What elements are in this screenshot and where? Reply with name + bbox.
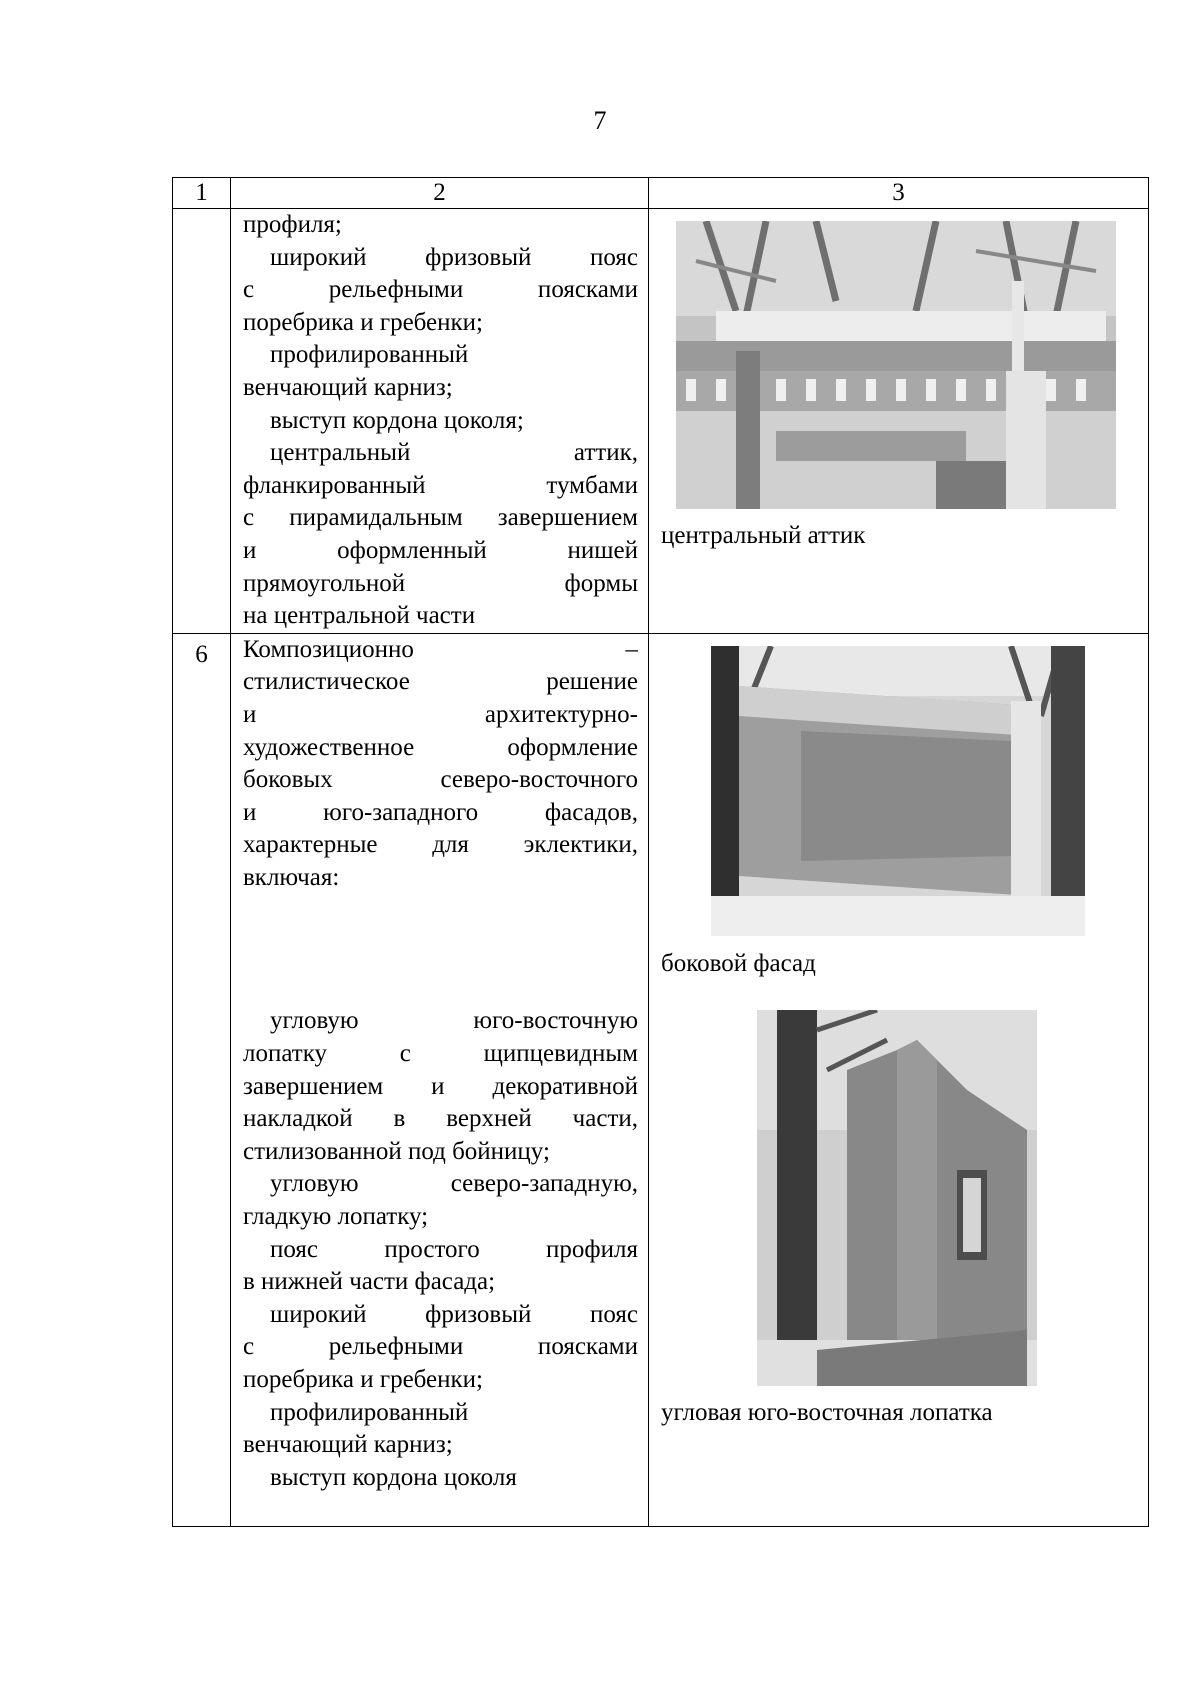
description-line: характерные для эклектики, (243, 831, 638, 859)
row-number (173, 209, 231, 634)
column-header-2: 2 (231, 178, 649, 209)
photo-caption: угловая юго-восточная лопатка (661, 1398, 993, 1426)
monument-features-table (172, 177, 1149, 1527)
table-row-continuation (173, 209, 1149, 634)
column-header-1: 1 (173, 178, 231, 209)
description-line: профиля; (243, 211, 342, 238)
description-line: венчающий карниз; (243, 373, 453, 401)
table-header-row (173, 178, 1149, 209)
description-line: и юго-западного фасадов, (243, 798, 638, 826)
description-line: поребрика и гребенки; (243, 1366, 484, 1393)
description-line: Композиционно – (243, 635, 638, 663)
description-line: фланкированный тумбами (243, 471, 638, 499)
description-line: угловую юго-восточную (270, 1007, 638, 1035)
corner-pilaster-photo (757, 1010, 1037, 1386)
photo-cell (649, 209, 1149, 634)
description-line: лопатку с щипцевидным (243, 1040, 638, 1068)
description-line: центральный аттик, (270, 439, 638, 467)
photo-caption: центральный аттик (661, 522, 866, 549)
description-line: гладкую лопатку; (243, 1203, 429, 1231)
description-line: профилированный (270, 341, 469, 369)
description-line: широкий фризовый пояс (270, 243, 638, 271)
description-line: художественное оформление (243, 733, 638, 761)
description-line: поребрика и гребенки; (243, 308, 484, 336)
description-line: стилизованной под бойницу; (243, 1137, 550, 1165)
feature-description (231, 633, 649, 1526)
description-line: пояс простого профиля (270, 1235, 638, 1263)
description-line: с рельефными поясками (243, 276, 638, 304)
description-line: включая: (243, 863, 340, 891)
description-line: и оформленный нишей (243, 536, 638, 564)
page-number: 7 (593, 106, 607, 135)
column-header-3: 3 (649, 178, 1149, 209)
table-row-item (173, 633, 1149, 1526)
photo-cell (649, 633, 1149, 1526)
description-line: широкий фризовый пояс (270, 1300, 638, 1328)
side-facade-photo (711, 646, 1085, 936)
description-line: выступ кордона цоколя; (270, 406, 524, 434)
description-line: завершением и декоративной (243, 1072, 638, 1100)
description-line: боковых северо-восточного (243, 766, 638, 794)
description-line: на центральной части (243, 602, 476, 630)
description-line: стилистическое решение (243, 668, 638, 696)
description-line: прямоугольной формы (243, 569, 638, 597)
description-line: с рельефными поясками (243, 1333, 638, 1361)
description-line: с пирамидальным завершением (243, 504, 638, 532)
feature-description (231, 209, 649, 634)
description-line: угловую северо-западную, (270, 1170, 638, 1198)
photo-caption: боковой фасад (661, 949, 816, 977)
description-line: накладкой в верхней части, (243, 1105, 638, 1133)
central-attic-photo (676, 221, 1116, 509)
description-line: и архитектурно- (243, 700, 638, 728)
description-line: выступ кордона цоколя (270, 1463, 517, 1491)
description-line: в нижней части фасада; (243, 1268, 496, 1296)
description-line: профилированный (270, 1398, 469, 1426)
row-number: 6 (173, 633, 231, 1526)
description-line: венчающий карниз; (243, 1431, 453, 1459)
